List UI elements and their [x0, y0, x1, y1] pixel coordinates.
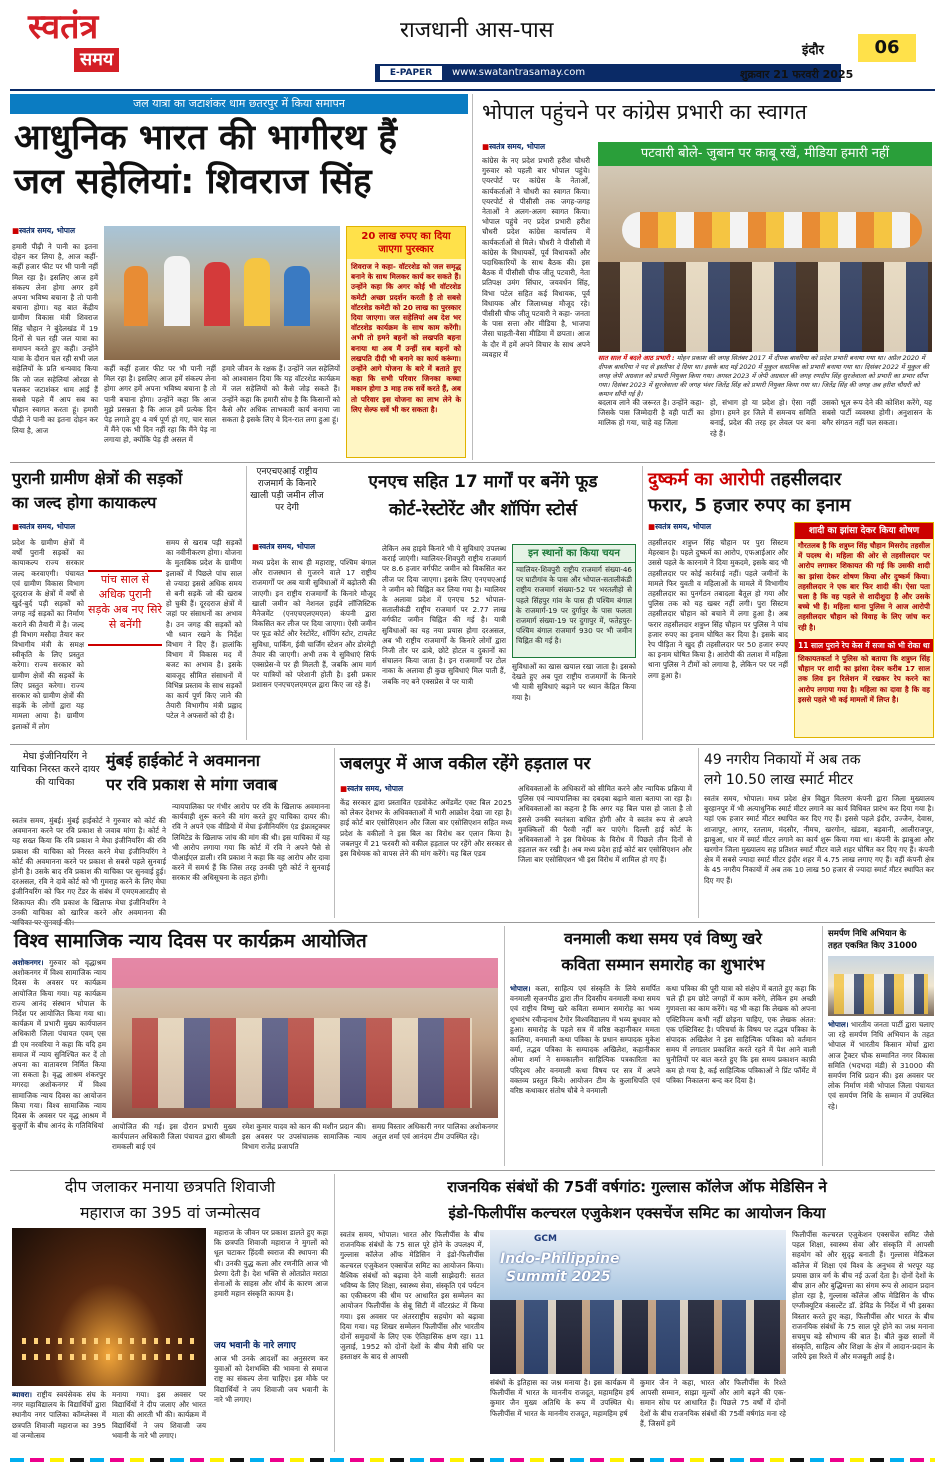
- city-label: इंदौर: [802, 43, 824, 58]
- logo[interactable]: [28, 8, 148, 80]
- section-title: राजधानी आस-पास: [400, 18, 554, 43]
- story1-photo: [104, 226, 340, 360]
- story9-col2: आयोजित की गई। इस दौरान प्रभारी मुख्य कार्यपालन अधिकारी जिला पंचायत द्वारा श्रीमती रामकली बाई एवं: [112, 1122, 236, 1152]
- story4-headline-2: कोर्ट-रेस्टोरेंट और शॉपिंग स्टोर्स: [389, 500, 577, 520]
- story10-col1: [510, 984, 660, 1164]
- story2-caption-text: मोहन प्रकाश की जगह सितंबर 2017 में दीपक बावरिया को प्रदेश प्रभारी बनाया गया था। अप्रैल 2020 में दीपक बावरिया ने पद से इस्तीफा दे दिया था। इसके बाद मई 2020 में मुकुल वासनिक को प्रभारी बनाया गया था। दिसंबर 2022 में मुकुल की जगह जेपी अग्रवाल को प्रभारी नियुक्त किया गया। अगस्त 2023 में जेपी अग्रवाल की जगह रणदीप सिंह सुरजेवाला को प्रभारी का प्रभार सौंपा गया। दिसंबर 2023 में सुरजेवाला की जगह भंवर जितेंद्र सिंह को प्रभारी नियुक्त किया गया था। जितेंद्र सिंह की जगह अब हरीश चौधरी को कमान सौंपी गई है।: [598, 354, 929, 398]
- story-smart-meter: [702, 748, 935, 918]
- story5-box-text2: शिकायतकर्ता ने पुलिस को बताया कि शत्रुघ्न सिंह चौहान पर शादी का झांसा देकर करीब 17 साल तक लिव इन रिलेशन में रखकर रेप करने का आरोप लगाया गया है। महिला का दावा है कि वह इससे पहले भी कई मामलों में लिप्त है।: [798, 654, 930, 704]
- story2-photo-banner: पटवारी बोले- जुबान पर काबू रखें, मीडिया हमारी नहीं: [598, 142, 932, 166]
- story-shivaji-janmotsav: [10, 1174, 330, 1452]
- story5-byline: ■ स्वतंत्र समय, भोपाल: [648, 522, 711, 532]
- epaper-label[interactable]: E-PAPER: [380, 66, 442, 80]
- story-samajik-nyay: [10, 926, 500, 1166]
- story1-headline-2: जल सहेलियां: शिवराज सिंह: [14, 162, 372, 202]
- story4-box-text: ग्वालियर-शिवपुरी राष्ट्रीय राजमार्ग संख्या-46 पर घाटीगांव के पास और भोपाल-सतालीकंडी राष्ट्रीय राजमार्ग संख्या-52 पर भरतलीहो से पहले सिंहपुर गांव के पास ही पश्चिम बंगाल के राजमार्ग-19 पर दुर्गापुर के पास फलता राजमार्ग संख्या-19 पर दुगापुर में, फतेहपुर-पश्चिम बंगाल राजमार्ग 930 पर भी जमीन चिह्नित की गई है।: [516, 565, 632, 646]
- story6-headline-1: मुंबई हाईकोर्ट ने अवमानना: [106, 751, 260, 770]
- story11-col1-lead: भोपाल।: [828, 1020, 849, 1029]
- story4-byline: ■ स्वतंत्र समय, भोपाल: [252, 542, 315, 552]
- story12-col1-text: राष्ट्रीय स्वयंसेवक संघ के नगर महाविद्यालय के विद्यार्थियों द्वारा स्थानीय नगर पालिका कॉम्प्लेक्स में छत्रपति शिवाजी महाराज का 395 वां जन्मोत्सव: [12, 1390, 106, 1440]
- story10-headline-1: वनमाली कथा समय एवं विष्णु खरे: [564, 929, 762, 948]
- story-jabalpur-vakil: [338, 748, 694, 918]
- story6-side-headline: मेघा इंजीनियरिंग ने याचिका निरस्त करने दायर की याचिका: [10, 751, 100, 788]
- story12-col2: मनाया गया। इस अवसर पर विद्यार्थियों ने दीप जलाए और भारत माता की आरती भी की। कार्यक्रम में विद्यार्थियों ने जय शिवाजी जय भवानी के नारे भी लगाए।: [112, 1390, 206, 1440]
- story2-col3: हो, संभाग हो या प्रदेश हो। ऐसा नहीं होगा। हमने हर जिले में समन्वय समिति बनाई, प्रदेश की तरह हर लेवल पर बना रहे हैं।: [710, 398, 816, 438]
- story3-col2: समय से खराब पड़ी सड़कों का नवीनीकरण होगा। योजना के मुताबिक प्रदेश के ग्रामीण इलाकों में पिछले पांच साल से ज्यादा इससे अधिक समय से बनी सड़कें जो की खराब हो चुकी हैं। दूरदराज क्षेत्रों में जहां पर संसाधनों का अभाव है। उन जगह की सड़कों को भी ध्यान रखने के निर्देश विभाग ने दिए हैं। हालांकि विभाग में विकास मद में बजट का अभाव है। इसके बावजूद सीमित संसाधनों में विभिन्न प्रस्ताव के साथ सड़कों का कार्य पूर्ण किए जाने की तैयारी विभागीय मंत्री प्रह्लाद पटेल ने अफसरों को दी है।: [166, 538, 242, 721]
- story12-col3: महाराज के जीवन पर प्रकाश डालते हुए कहा कि छत्रपति शिवाजी महाराज ने मुगलों को धूल चटाकर हिंदवी स्वराज की स्थापना की थी। उनकी युद्ध कला और रणनीति आज भी प्रेरणा देती है। देश भक्ति से ओतप्रोत मराठा सेनाओं के साहस और शौर्य के कारण आज हमारी महान संस्कृति कायम है।: [214, 1228, 328, 1299]
- story5-box-subtitle: 11 साल पुराने रेप केस में सजा को भी रोका था: [795, 639, 933, 652]
- story12-col4: आज भी उनके आदर्शों का अनुसरण कर युवाओं को देशभक्ति की भावना से समाज राष्ट्र का संकल्प लेना चाहिए। इस मौके पर विद्यार्थियों ने जय शिवाजी जय भवानी के नारे भी लगाए।: [214, 1354, 328, 1404]
- story1-headline-1: आधुनिक भारत की भागीरथ हैं: [14, 118, 397, 158]
- story5-headline-2: फरार, 5 हजार रुपए का इनाम: [648, 495, 851, 516]
- story5-box: [794, 522, 934, 738]
- story4-col1: मध्य प्रदेश के साथ ही महाराष्ट्र, पश्चिम बंगाल और राजस्थान से गुजरने वाले 17 राष्ट्रीय राजमार्गों पर अब यात्री सुविधाओं में बढ़ोतरी की जाएगी। इन राष्ट्रीय राजमार्गों के किनारे मौजूद खाली जमीन को नेशनल हाईवे लॉजिस्टिक मैनेजमेंट (एनएचएलएमएल) कंपनी द्वारा विकसित कर लीज पर दिया जाएगा। ऐसी जमीन पर फूड कोर्ट और रेस्टोरेंट, शॉपिंग स्टोर, टायलेट सुविधा, पार्किंग, ईवी चार्जिंग स्टेशन और डोरमेट्री तैयार की जाएगी। अभी तक ये सुविधाएं सिर्फ एक्सप्रेस-वे पर ही मिलती हैं, जबकि आम मार्ग पर यात्रियों को परेशानी होती है। इसी प्रकार प्रशासन एनएचएलएमएल द्वारा किए जा रहे हैं।: [252, 558, 376, 690]
- story2-col4: उसको भूल रूप देने की कोशिश करेंगे, यह सबसे पार्टी व्यवस्था होगी। अनुशासन के बगैर संगठन नहीं चल सकता।: [822, 398, 932, 428]
- story4-box-title: इन स्थानों का किया चयन: [513, 545, 635, 563]
- story13-photo: [490, 1230, 786, 1374]
- story1-col2: कहीं कहीं हजार फीट पर भी पानी नहीं मिल रहा है। इसलिए आज हमें संकल्प लेना होगा अगर हमें अपना भविष्य बचाना है तो पानी बचाना होगा। उन्होंने कहा कि आज मुझे प्रसन्नता है कि आज हमें प्रत्येक दिन पेड़ लगाते हुए 4 वर्ष पूर्ण हो गए, चार साल में मैंने एक भी दिन नहीं रहा कि मैंने पेड़ ना लगाया हो, क्योंकि पेड़ ही असल में: [104, 364, 216, 445]
- story8-col1: स्वतंत्र समय, भोपाल। मध्य प्रदेश क्षेत्र विद्युत वितरण कंपनी द्वारा जिला मुख्यालय बुरहानपुर में भी अत्याधुनिक स्मार्ट मीटर लगाने का कार्य विधिवत प्रारंभ कर दिया गया है। यहां एक हजार स्मार्ट मीटर स्थापित कर दिए गए हैं। इससे पहले इंदौर, उज्जैन, देवास, शाजापुर, आगर, रतलाम, मंदसौर, नीमच, खरगोन, खंडवा, बड़वानी, आलीराजपुर, झाबुआ, धार में स्मार्ट मीटर लगाने का कार्य शुरू किया गया था। कंपनी के झाबुआ और खरगोन जिला मुख्यालय सह प्रतिशत स्मार्ट मीटर वाले शहर घोषित कर दिए गए हैं। कंपनी क्षेत्र में सबसे ज्यादा स्मार्ट मीटर इंदौर शहर में 4.75 लाख लगाए गए हैं। वहीं कंपनी क्षेत्र के 45 नगरीय निकायों में अब तक 10 लाख 50 हजार से ज्यादा स्मार्ट मीटर स्थापित कर दिए गए हैं।: [704, 794, 934, 885]
- story2-headline: भोपाल पहुंचने पर कांग्रेस प्रभारी का स्वागत: [482, 100, 807, 124]
- story7-col2: अधिवक्ताओं के अधिकारों को सीमित करने और न्यायिक प्रक्रिया में पुलिस एवं न्यायपालिका का दबदबा बढ़ाने वाला बताया जा रहा है। अधिवक्ताओं का कहना है कि अगर यह बिल पास हो जाता है तो इससे उनकी स्वतंत्रता बाधित होगी और वे स्वतंत्र रूप से अपने मुवक्किलों की पैरवी नहीं कर पाएंगे। दिल्ली हाई कोर्ट के अधिवक्ताओं ने इस विधेयक के विरोध में पिछले तीन दिनों से हड़ताल कर रखी है। अब मध्य प्रदेश हाई कोर्ट बार एसोसिएशन और जिला बार एसोसिएशन भी इस विरोध में शामिल हो गए हैं।: [518, 784, 692, 865]
- story3-pull-quote: पांच साल से अधिक पुरानी सड़के अब नए सिरे से बनेंगी: [88, 570, 162, 646]
- story-tehsildar: [646, 466, 935, 740]
- story4-col3: सुविधाओं का खास खयाल रखा जाता है। इसको देखते हुए अब पूरा राष्ट्रीय राजमार्गों के किनारे भी यात्री सुविधाएं बढ़ाने पर ध्यान केंद्रित किया गया है।: [512, 662, 636, 702]
- story9-col1-lead: अशोकनगर।: [12, 958, 44, 967]
- story1-col3: हमारे जीवन के रक्षक हैं। उन्होंने जल सहेलियों को आश्वासन दिया कि यह वॉटरशेड कार्यक्रम में जल सहेलियों को कैसे जोड़ सकते हैं। उन्होंने कहा कि हमारी सोच है कि किसानों को कैसे और अधिक लाभकारी कार्य बनाया जा सकता है इसके लिए वे दिन-रात लगा हुआ हूं।: [222, 364, 340, 425]
- story9-col1-text: गुरुवार को वृद्धाश्रम अशोकनगर में विश्व सामाजिक न्याय दिवस के अवसर पर कार्यक्रम आयोजित किया गया। यह कार्यक्रम राज्य आनंद संस्थान भोपाल के निर्देश पर आयोजित किया गया था। कार्यक्रम में प्रभारी मुख्य कार्यपालन अधिकारी जिला पंचायत एवम् एस डी एम नरवरिया ने कहा कि यदि हम समाज में न्याय सुनिश्चित कर दें तो अपना का वातावरण निर्मित किया जा सकता है। वृद्ध आश्रम शंकरपुर मगरदा अशोकनगर में विश्व सामाजिक न्याय दिवस का आयोजन किया गया। विश्व सामाजिक न्याय दिवस के अवसर पर वृद्ध आश्रम में बुजुर्गों के बीच आनंद के गतिविधियां: [12, 958, 106, 1131]
- story1-byline: ■ स्वतंत्र समय, भोपाल: [12, 226, 75, 236]
- summit-logo: GCM: [534, 1234, 557, 1244]
- date-label: शुक्रवार 21 फरवरी 2025: [740, 68, 854, 81]
- print-color-bar: [10, 1458, 935, 1462]
- story12-photo: [12, 1228, 206, 1386]
- story-congress-prabhari: [478, 94, 935, 460]
- story2-byline: ■ स्वतंत्र समय, भोपाल: [482, 142, 545, 152]
- logo-bottom-text: समय: [74, 48, 119, 72]
- story3-headline-1: पुरानी ग्रामीण क्षेत्रों की सड़कों: [12, 469, 183, 488]
- story5-box-text: गौरतलब है कि शत्रुघ्न सिंह चौहान मिसरोद तहसील में पदस्थ थे। महिला की ओर से तहसीलदार पर आरोप लगाकर शिकायत की गई कि उसकी शादी का झांसा देकर शोषण किया और दुष्कर्म किया। तहसीलदार ने एक बार फिर शादी की। ऐसा पता चला है कि वह पहले से शादीशुदा है और उसके बच्चे भी हैं। महिला थाना पुलिस ने आज आरोपी तहसीलदार चौहान को विवाह के लिए जांच कर रही है।: [798, 541, 930, 632]
- story2-photo: [598, 142, 932, 352]
- story7-headline: जबलपुर में आज वकील रहेंगे हड़ताल पर: [340, 754, 591, 774]
- story4-headline-1: एनएच सहित 17 मार्गों पर बनेंगे फूड: [368, 472, 598, 492]
- story-indo-philippine: [338, 1174, 935, 1452]
- story2-caption: [598, 354, 932, 398]
- story7-byline: ■ स्वतंत्र समय, भोपाल: [340, 784, 403, 794]
- story5-headline-rest: तहसीलदार: [770, 469, 842, 490]
- summit-title-2: Summit 2025: [506, 1269, 611, 1285]
- story4-col2: लेकिन अब हाइवे किनारे भी ये सुविधाएं उपलब्ध कराई जाएंगी। ग्वालियर-शिवपुरी राष्ट्रीय राजमार्ग पर 8.6 हजार वर्गफीट जमीन को विकसित कर लीज पर दिया जाएगा। इसके लिए एनएचएआई ने जमीन को चिह्नित कर लिया गया है। ग्वालियर के अलावा प्रदेश में एनएच 52 भोपाल-सतालीकंडी राष्ट्रीय राजमार्ग पर 2.77 लाख वर्गफीट जमीन चिह्नित की गई है। यात्री सुविधाओं का यह नया प्रयास होगा दरअसल, अब भी राष्ट्रीय राजमार्गों के किनारे लोगों द्वारा निजी तौर पर ढाबे, छोटे होटल व दुकानों का संचालन किया जाता है। इन राजमार्गों पर टोल नाका के अलावा ही कुछ सुविधाएं मिल पाती हैं, जबकि नए बने एक्सप्रेस वे पर यात्री: [382, 544, 506, 686]
- story1-col1: हमारी पीढ़ी ने पानी का इतना दोहन कर लिया है, आज कहीं-कहीं हजार फीट पर भी पानी नहीं मिल रहा है। इसलिए आज हमें संकल्प लेना होगा अगर हमें अपना भविष्य बचाना है तो पानी बचाना होगा। यह बात केंद्रीय ग्रामीण विकास मंत्री शिवराज सिंह चौहान ने बुंदेलखंड में 19 दिनों से चल रही जल यात्रा का समापन करते हुए कही। उन्होंने यात्रा के दौरान चल रही सभी जल सहेलियों के प्रति धन्यवाद किया कि जो जल सहेलियां ओरछा से चलकर जटाशंकर धाम आई हैं सबसे पहले मैं आप सब का चौहान स्वागत करता हूं। हमारी पीढ़ी ने पानी का इतना दोहन कर लिया है, आज: [12, 242, 98, 435]
- story-jal-saheli: [10, 94, 468, 460]
- story12-subhead: जय भवानी के नारे लगाए: [214, 1341, 296, 1351]
- story-samarpan-nidhi: [826, 926, 935, 1166]
- story12-col1-lead: ब्यावरा।: [12, 1390, 32, 1399]
- story9-col4: समग्र विस्तार अधिकारी नगर पालिका अशोकनगर अतुल शर्मा एवं आनंदम टीम उपस्थित रहे।: [372, 1122, 498, 1142]
- story6-headline-2: पर रवि प्रकाश से मांगा जवाब: [106, 775, 278, 794]
- story9-col1: [12, 958, 106, 1164]
- story6-col1: स्वतंत्र समय, मुंबई। मुंबई हाईकोर्ट ने गुरुवार को कोर्ट की अवमानना करने पर रवि प्रकाश से जवाब मांगा है। कोर्ट ने यह सख्त किया कि रवि प्रकाश ने मेघा इंजीनियरिंग की रवि प्रकाश की याचिका को निरस्त करने मेघा इंजीनियरिंग ने कोर्ट की अवमानना करने पर प्रकाश से सबसे पहले सुनवाई होनी है। उसके बाद रवि प्रकाश की याचिका पर सुनवाई हुई। दरअसल, रवि ने दावे कोर्ट को भी गुमराह करने के लिए मेघा इंजीनियरिंग को फिर गए टेंडर के संबंध में एमएमआरडीए से शिकायत की। रवि प्रकाश के खिलाफ मेघा इंजीनियरिंग ने उनकी याचिका को खारिज करने और अवमानना की: [12, 816, 166, 917]
- story7-col1: केंद्र सरकार द्वारा प्रस्तावित एडवोकेट अमेंडमेंट एक्ट बिल 2025 को लेकर देशभर के अधिवक्ताओं में भारी आक्रोश देखा जा रहा है। हाई कोर्ट बार एसोसिएशन और जिला बार एसोसिएशन सहित मध्य प्रदेश के वकीलों ने इस बिल का विरोध कर एलान किया है। जबलपुर में 21 फरवरी को वकील हड़ताल पर रहेंगे और सरकार से इस विधेयक को वापस लेने की मांग करेंगे। यह बिल एडव: [340, 798, 512, 859]
- story13-col2: संबंधों के इतिहास का जश्न मनाया है। इस कार्यक्रम में फिलीपींस में भारत के माननीय राजदूत, महामहिम हर्ष कुमार जैन मुख्य अतिथि के रूप में उपस्थित थे। फिलीपींस में भारत के माननीय राजदूत, महामहिम हर्ष: [490, 1378, 634, 1418]
- story10-col1-text: कला, साहित्य एवं संस्कृति के लिये समर्पित वनमाली सृजनपीठ द्वारा तीन दिवसीय वनमाली कथा समय एवं राष्ट्रीय विष्णु खरे कविता सम्मान समारोह का भव्य शुभारंभ रवीन्द्रनाथ टैगोर विश्वविद्यालय में भव्य बुधवार को हुआ। समारोह के पहले सत्र में वरिष्ठ कहानीकार ममता कालिया, वनमाली कथा पत्रिका के प्रधान सम्पादक मुकेश वर्मा, तद्भव पत्रिका के सम्पादक अखिलेश, कहानीकार ओमा शर्मा ने समकालीन साहित्यिक पत्रकारिता का परिदृश्य और वनमाली कथा विषय पर सत्र में अपने वक्तव्य प्रस्तुत किये। आयोजन टीम के कुलाधिपति एवं वरिष्ठ कथाकार संतोष चौबे ने वनमाली: [510, 984, 660, 1096]
- story9-col3: रमेश कुमार यादव को कान की मशीन प्रदान की। इस अवसर पर उपसंचालक सामाजिक न्याय विभाग राजेंद्र प्रजापति: [242, 1122, 366, 1152]
- story13-headline-1: राजनयिक संबंधों की 75वीं वर्षगांठ: गुल्लास कॉलेज ऑफ मेडिसिन ने: [447, 1178, 827, 1196]
- story1-prize-box: [346, 226, 466, 458]
- story10-headline-2: कविता सम्मान समारोह का शुभारंभ: [561, 955, 765, 974]
- story1-prize-text: शिवराज ने कहा- वॉटरशेड को जल समृद्ध बनाने के साथ मिलकर कार्य कर सकते हैं। उन्होंने कहा कि अगर कोई भी वॉटरशेड कमेटी अच्छा प्रदर्शन करती है तो सबसे वॉटरशेड कमेटी को 20 लाख का पुरस्कार दिया जाएगा। जल सहेलियां अब देश भर वॉटरशेड कार्यक्रम के साथ काम करेंगी। अभी तो हमने बहनों को लखपति बहना बनाया था अब मैं उन्हीं सब बहनों को लखपति दीदी भी बनाने का कार्य करूंगा। उन्होंने आगे योजना के बारे में बताते हुए कहा कि सभी परिवार जिनका कच्चा मकान होगा 3 माह तक सर्वे करते हैं, अब तो परिवार इस योजना का लाभ लेने के लिए सेल्फ सर्वे भी कर सकता है।: [351, 262, 461, 414]
- story12-col1: [12, 1390, 106, 1450]
- story13-col1: स्वतंत्र समय, भोपाल। भारत और फिलीपींस के बीच राजनयिक संबंधों के 75 साल पूरे होने के उपलक्ष्य में, गुल्लास कॉलेज ऑफ मेडिसिन ने इंडो-फिलीपींस कल्चरल एजुकेशन एक्सचेंज समिट का आयोजन किया। वैश्विक संबंधों को बढ़ावा देने वाली साझेदारी: सतत भविष्य के लिए शिक्षा, स्वास्थ्य सेवा, संस्कृति एवं पर्यटन का एकीकरण की धीम पर आधारित इस सम्मेलन का आयोजन फिलीपींस के सेबू सिटी में वॉटरफ्रंट में किया गया। इस अवसर पर अंतरराष्ट्रीय सहयोग को बढ़ावा दिया गया। यह शिखर सम्मेलन फिलीपींस और भारतीय दोनों समुदायों के लिए एक ऐतिहासिक क्षण रहा। 11 जुलाई, 1952 को दोनों देशों के बीच मैत्री संधि पर हस्ताक्षर के बाद से आपसी: [340, 1230, 484, 1362]
- story13-headline-2: इंडो-फिलीपींस कल्चरल एजुकेशन एक्सचेंज समिट का आयोजन किया: [448, 1204, 826, 1222]
- story11-col1-text: भारतीय जनता पार्टी द्वारा चलाए जा रहे समर्पण निधि अभियान के तहत भोपाल में भारतीय किसान मोर्चा द्वारा आज ट्रैक्टर चौक सम्मानित नगर विकास समिति (भदभदा मंडी) से 31000 की समर्पण निधि प्रदान की। इस अवसर पर लोक निर्माण मंत्री भोपाल जिला पंचायत एवं समर्पण निधि के सम्मान में उपस्थित रहे।: [828, 1020, 934, 1111]
- story3-col1: प्रदेश के ग्रामीण क्षेत्रों में वर्षों पुरानी सड़कों का कायाकल्प राज्य सरकार जल्द करवाएगी। पंचायत एवं ग्रामीण विकास विभाग दूरदराज के क्षेत्रों में वर्षों से खुर्द-बुर्द पड़ी सड़कों को जगह नई सड़कों का निर्माण कराने की तैयारी में है। जल्द ही विभाग मसौदा तैयार कर विभागीय मंत्री के समक्ष स्वीकृति के लिए प्रस्तुत करेगा। राज्य सरकार को ग्रामीण क्षेत्रों की सड़कों के लिए प्रस्तुत करेगा। राज्य सरकार को ग्रामीण क्षेत्रों की सड़कें के लोगों द्वारा यह मामला आया है। ग्रामीण इलाकों में लोग: [12, 538, 84, 731]
- story11-headline-1: समर्पण निधि अभियान के: [828, 929, 907, 939]
- story5-box-title: शादी का झांसा देकर किया शोषण: [795, 523, 933, 539]
- story8-headline-1: 49 नगरीय निकायों में अब तक: [704, 752, 861, 768]
- story-nh-food-court: [250, 466, 638, 740]
- story4-side-headline: एनएचएआई राष्ट्रीय राजमार्ग के किनारे खाली पड़ी जमीन लीज पर देगी: [250, 467, 324, 513]
- story4-box: [512, 544, 636, 658]
- story6-col2: न्यायपालिका पर गंभीर आरोप पर रवि के खिलाफ अवमानना कार्यवाही शुरू करने की मांग करते हुए याचिका दायर की। रवि ने अपने एक वीडियो में मेघा इंजीनियरिंग एंड इंफ्रास्ट्रक्चर लिमिटेड के खिलाफ जांच की मांग की थी। इस याचिका में यह भी आरोप लगाया गया कि कोर्ट में रवि ने अपने पैसे से पीआईएल डाली। रवि प्रकाश ने कहा कि वह आरोप और दावा करने में समर्थ हैं कि जिस तरह उनकी पूरी कोर्ट ने सुनवाई सरकार की अधिसूचना के तहत होगी।: [172, 802, 330, 883]
- story5-headline-red: दुष्कर्म का आरोपी: [648, 469, 765, 490]
- story5-col1: तहसीलदार शत्रुघ्न सिंह चौहान पर पुरा सिस्टम मेहरबान है। पहले दुष्कर्म का आरोप, एफआईआर और उससे पहले के कारनामे ने दिया मुकदमे, इसके बाद भी तहसीलदार पर कोई कार्रवाई नहीं। पहले जमीनों के मामले फिर युवती व महिलाओं के मामले में विभागीय तहसीलदार का पुनर्गठन तबादला बैतूल हो गया और पुलिस तक को यह खबर नहीं लगी। पुरा सिस्टम तहसीलदार चौहान को बचाने में लगा हुआ है। अब फरार तहसीलदार शत्रुघ्न सिंह चौहान पर पुलिस ने पांच हजार रुपए का इनाम घोषित कर दिया है। इसके बाद रेप पीड़िता ने खुद ही तहसीलदार पर 50 हजार रुपए का इनाम घोषित किया है। आरोपी की तलाश में महिला थाना पुलिस ने टीमों को लगाया है, लेकिन पर पर नहीं लगा हुआ है।: [648, 538, 788, 680]
- story12-headline-2: महाराज का 395 वां जन्मोत्सव: [79, 1203, 261, 1222]
- story5-headline-1: [648, 468, 934, 492]
- story3-headline-2: का जल्द होगा कायाकल्प: [12, 493, 157, 512]
- story1-prize-title: 20 लाख रुपए का दिया जाएगा पुरस्कार: [347, 227, 465, 259]
- story13-col3: कुमार जैन ने कहा, भारत और फिलीपींस के रिश्ते आपसी सम्मान, साझा मूल्यों और आगे बढ़ने की एक-समान सोच पर आधारित हैं। पिछले 75 वर्षों में दोनों देशों के बीच राजनयिक संबंधों की 75वीं वर्षगांठ मना रहे हैं, जिसमें हमें: [640, 1378, 786, 1428]
- story9-headline: विश्व सामाजिक न्याय दिवस पर कार्यक्रम आयोजित: [14, 930, 367, 952]
- story-gramin-sadak: [10, 466, 242, 740]
- story11-col1: [828, 1020, 934, 1164]
- story13-col4: फिलीपींस कल्चरल एजुकेशन एक्सचेंज समिट जैसे पहल शिक्षा, स्वास्थ्य सेवा और संस्कृति में आपसी सहयोग को और सुदृढ़ बनाती हैं। गुल्लास मेडिकल कॉलेज में शिक्षा एवं विश्व के अनुभव से भरपूर यह प्रयास छात्र वर्ग के बीच नई ऊर्जा देता है। दोनों देशों के बीच ज्ञान और बुद्धिमत्ता का संगम रूप से आदान प्रदान होता रहा है, गुल्लास कॉलेज ऑफ मेडिसिन के चीफ एग्जीक्यूटिव कंसल्टेंट डॉ. डेविड के निर्देश में भी इसका विस्तार करते हुए कहा, फिलीपींस और भारत के बीच राजनयिक संबंधों के 75 साल पूरे होने का जश्न मनाना सचमुच बड़े सौभाग्य की बात है। बीते कुछ सालों में संस्कृति, साहित्य और शिक्षा के क्षेत्र में आदान-प्रदान के जरिये इस रिश्ते में और मजबूती आई है।: [792, 1230, 934, 1362]
- summit-title-1: Indo-Philippine: [500, 1251, 620, 1267]
- story12-headline-1: दीप जलाकर मनाया छत्रपति शिवाजी: [64, 1177, 276, 1196]
- logo-top-text: स्वतंत्र: [28, 7, 99, 47]
- masthead: [0, 0, 945, 88]
- story2-caption-title: सात साल में बदले आठ प्रभारी :: [598, 354, 675, 362]
- page-number-badge: 06: [858, 34, 916, 62]
- story9-photo: [112, 958, 498, 1118]
- story-mumbai-highcourt: [10, 748, 330, 918]
- story10-col1-lead: भोपाल।: [510, 984, 531, 993]
- story10-col2: कथा पत्रिका की पूरी यात्रा को संक्षेप में बताते हुए कहा कि चले ही हम छोटे जगहों में काम करेंगे, लेकिन हम अच्छी गुणवत्ता का काम करेंगे। यह भी कहा कि लेखक को अपना एक्टिविज्म कभी नहीं छोड़ना चाहिए, एक लेखक अंतत: एक एक्टिविस्ट है। परिचर्चा के विषय पर तद्भव पत्रिका के संपादक अखिलेश ने इस साहित्यिक पत्रिका को वर्तमान समय में लगातार प्रकाशित करते रहने में पेश आने वाली चुनौतियों पर बात करते हुए कि इस समय प्रकाशन काफ़ी कम हो गया है, कई साहित्यिक पत्रिकाओं ने प्रिंट फॉर्मेट में पत्रिका निकालना बन्द कर दिया है।: [666, 984, 816, 1085]
- story1-kicker: जल यात्रा का जटाशंकर धाम छतरपुर में किया समापन: [10, 94, 468, 114]
- story11-headline-2: तहत एकत्रित किए 31000: [828, 941, 918, 951]
- story3-byline: ■ स्वतंत्र समय, भोपाल: [12, 522, 75, 532]
- story-vanmali-katha: [508, 926, 818, 1166]
- story2-col2: बदलाव लाने की जरूरत है। उन्होंने कहा- जिसके पास जिम्मेदारी है वही पार्टी का मालिक हो गया, चाहे वह जिला: [598, 398, 704, 428]
- story8-headline-2: लगे 10.50 लाख स्मार्ट मीटर: [704, 772, 854, 788]
- story11-photo: [828, 956, 934, 1016]
- website-link[interactable]: www.swatantrasamay.com: [452, 67, 586, 78]
- story2-col1: कांग्रेस के नए प्रदेश प्रभारी हरीश चौधरी गुरुवार को पहली बार भोपाल पहुंचे। एयरपोर्ट पर कांग्रेस के नेताओं, कार्यकर्ताओं ने चौधरी का स्वागत किया। एयरपोर्ट से पीसीसी तक जगह-जगह नेताओं ने अलग-अलग स्वागत किया। भोपाल पहुंचे नए प्रदेश प्रभारी हरीश चौधरी प्रदेश कांग्रेस कार्यालय में कार्यकर्ताओं से मिले। चौधरी ने पीसीसी में कांग्रेस के विधायकों, पूर्व विधायकों और पदाधिकारियों के साथ बैठक की। इस बैठक में पीसीसी चीफ जीतू पटवारी, नेता प्रतिपक्ष उमंग सिंघार, जयवर्धन सिंह, विभा पटेल सहित कई विधायक, पूर्व विधायक और जिलाध्यक्ष मौजूद रहे। पीसीसी चीफ जीतू पटवारी ने कहा- जनता के पास सत्ता और मीडिया है, भाजपा जैसा चाहती-वैसा मीडिया में छपता। आज के दौर में हमें अपने विचार के साथ अपने व्यवहार में: [482, 156, 590, 359]
